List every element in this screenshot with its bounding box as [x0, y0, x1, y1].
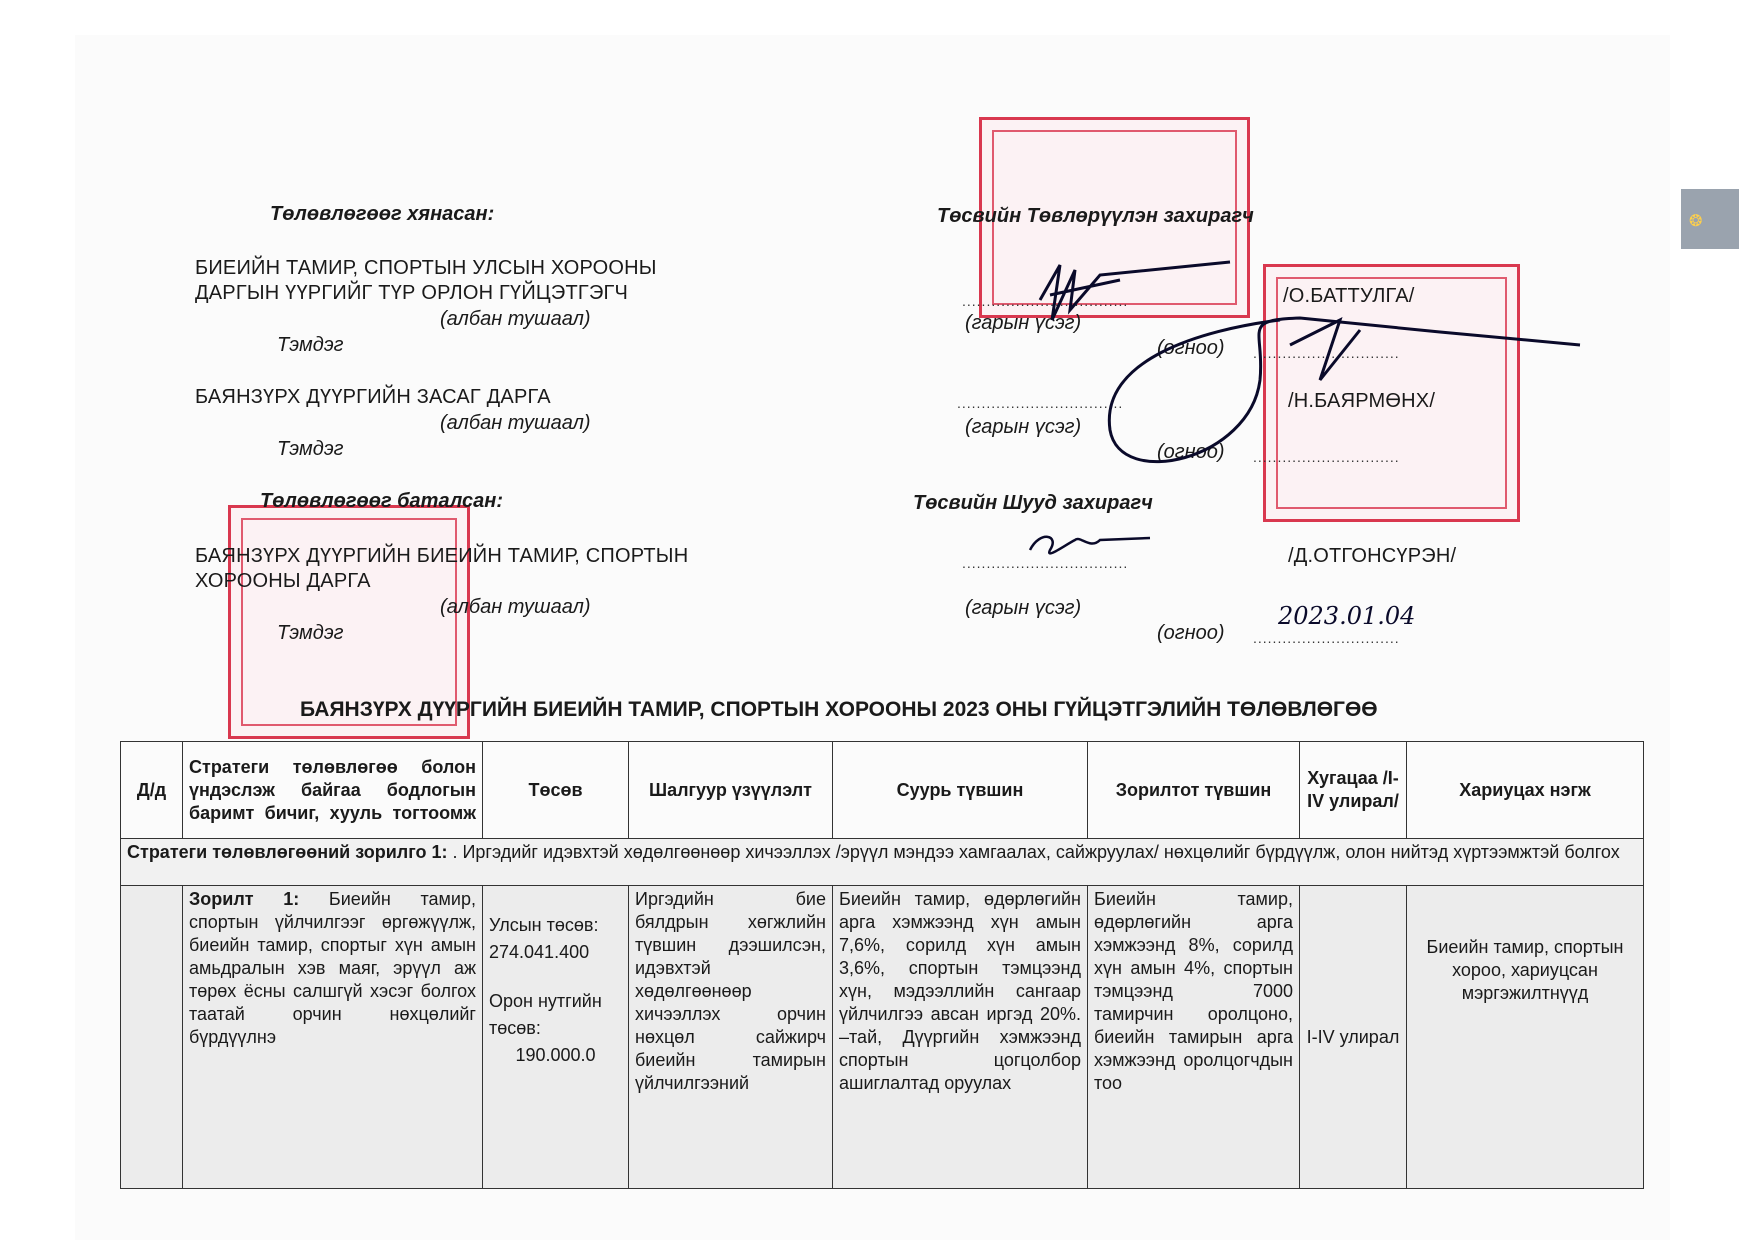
header-criteria: Шалгуур үзүүлэлт [629, 742, 833, 839]
reviewed-seal-label: Тэмдэг [277, 334, 344, 356]
header-period: Хугацаа /I-IV улирал/ [1300, 742, 1407, 839]
budget-central-date2: (огноо) [1157, 441, 1225, 463]
signature-2 [1109, 318, 1580, 462]
target-cell: Биеийн тамир, өдөрлөгийн арга хэмжээнд 8%, сорилд хүн амын 4%, спортын тэмцээнд 7000 тамирчин оролцоно, биеийн тамирын арга хэмжээнд оролцогчдын тоо [1088, 886, 1300, 1189]
date-line-2: .............................. [1253, 449, 1400, 465]
approved-org-line1: БАЯНЗҮРХ ДҮҮРГИЙН БИЕИЙН ТАМИР, СПОРТЫН [195, 545, 689, 567]
approved-org-line2: ХОРООНЫ ДАРГА [195, 570, 371, 592]
header-baseline: Суурь түвшин [833, 742, 1088, 839]
reviewed-position-label: (албан тушаал) [440, 308, 591, 330]
approved-seal-label: Тэмдэг [277, 622, 344, 644]
budget-central-name1: /О.БАТТУЛГА/ [1283, 285, 1415, 307]
reviewed-position2-label: (албан тушаал) [440, 412, 591, 434]
budget-central-sign2: (гарын үсэг) [965, 416, 1082, 438]
handwritten-date: 2023.01.04 [1278, 602, 1416, 630]
goal-cell [121, 839, 1644, 886]
signature-1 [1040, 262, 1230, 320]
signature-line-2: .................................. [957, 395, 1124, 411]
budget-central-name2: /Н.БАЯРМӨНХ/ [1288, 390, 1436, 412]
approved-heading: Төлөвлөгөөг баталсан: [260, 490, 503, 512]
budget-central-heading: Төсвийн Төвлөрүүлэн захирагч [937, 205, 1254, 227]
approved-position-label: (албан тушаал) [440, 596, 591, 618]
plan-table [120, 741, 1644, 1189]
table-header-row [121, 742, 1644, 839]
baseline-cell: Биеийн тамир, өдөрлөгийн арга хэмжээнд хүн амын 7,6%, сорилд хүн амын 3,6%, спортын тэмцээнд хүн, мэдээллийн сангаар үйлчилгээ авсан иргэд 20%. –тай, Дүүргийн хэмжээнд спортын цогцолбор ашиглалтад оруулах [833, 886, 1088, 1189]
reviewed-seal2-label: Тэмдэг [277, 438, 344, 460]
responsible-text: Биеийн тамир, спортын хороо, хариуцсан мэргэжилтнүүд [1426, 937, 1624, 1003]
reviewed-org-line2: ДАРГЫН ҮҮРГИЙГ ТҮР ОРЛОН ГҮЙЦЭТГЭГЧ [195, 282, 629, 304]
objective-cell [183, 886, 483, 1189]
table-row [121, 886, 1644, 1189]
signature-line-3: .................................. [962, 555, 1129, 571]
budget-direct-name: /Д.ОТГОНСҮРЭН/ [1288, 545, 1457, 567]
emblem-icon: ❂ [1689, 213, 1703, 230]
budget-direct-heading: Төсвийн Шууд захирагч [913, 492, 1153, 514]
budget-direct-sign: (гарын үсэг) [965, 597, 1082, 619]
budget-central-sign1: (гарын үсэг) [965, 312, 1082, 334]
budget-state-label: Улсын төсөв: [489, 915, 599, 935]
budget-direct-date: (огноо) [1157, 622, 1225, 644]
criteria-cell: Иргэдийн бие бялдрын хөгжлийн түвшин дээшилсэн, идэвхтэй хөдөлгөөнөөр хичээллэх орчин нөхцөл сайжирч биеийн тамирын үйлчилгээний [629, 886, 833, 1189]
row-num-cell [121, 886, 183, 1189]
header-target: Зорилтот түвшин [1088, 742, 1300, 839]
period-text: I-IV улирал [1306, 1026, 1400, 1047]
goal-text: . Иргэдийг идэвхтэй хөдөлгөөнөөр хичээллэх /эрүүл мэндээ хамгаалах, сайжруулах/ нөхцөлийг бүрдүүлж, олон нийтэд хүртээмжтэй болгох [452, 842, 1620, 862]
objective-text: Биеийн тамир, спортын үйлчилгээг өргөжүүлж, биеийн тамир, спортыг хүн амын амьдралын хэв маяг, эрүүл аж төрөх ёсны салшгүй хэсэг болгох таатай орчин нөхцөлийг бүрдүүлнэ [189, 889, 476, 1047]
budget-cell [483, 886, 629, 1189]
goal-label: Стратеги төлөвлөгөөний зорилго 1: [127, 842, 448, 862]
period-cell [1300, 886, 1407, 1189]
reviewed-org2: БАЯНЗҮРХ ДҮҮРГИЙН ЗАСАГ ДАРГА [195, 386, 551, 408]
budget-state-value: 274.041.400 [489, 942, 590, 962]
date-line-1: .............................. [1253, 345, 1400, 361]
responsible-cell [1407, 886, 1644, 1189]
table-goal-row [121, 839, 1644, 886]
signature-line-1: .................................. [962, 293, 1129, 309]
budget-local-label: Орон нутгийн төсөв: [489, 991, 602, 1038]
plan-title: БАЯНЗҮРХ ДҮҮРГИЙН БИЕИЙН ТАМИР, СПОРТЫН ХОРООНЫ 2023 ОНЫ ГҮЙЦЭТГЭЛИЙН ТӨЛӨВЛӨГӨӨ [300, 698, 1378, 721]
header-budget: Төсөв [483, 742, 629, 839]
header-responsible: Хариуцах нэгж [1407, 742, 1644, 839]
signature-3 [1030, 537, 1150, 554]
header-strategy: Стратеги төлөвлөгөө болон үндэслэж байгаа бодлогын баримт бичиг, хууль тогтоомж [183, 742, 483, 839]
objective-label: Зорилт 1: [189, 889, 300, 909]
reviewed-heading: Төлөвлөгөөг хянасан: [270, 203, 495, 225]
budget-local-value: 190.000.0 [515, 1045, 596, 1065]
header-num: Д/д [121, 742, 183, 839]
budget-central-date1: (огноо) [1157, 337, 1225, 359]
reviewed-org-line1: БИЕИЙН ТАМИР, СПОРТЫН УЛСЫН ХОРООНЫ [195, 257, 657, 279]
date-line-3: .............................. [1253, 630, 1400, 646]
